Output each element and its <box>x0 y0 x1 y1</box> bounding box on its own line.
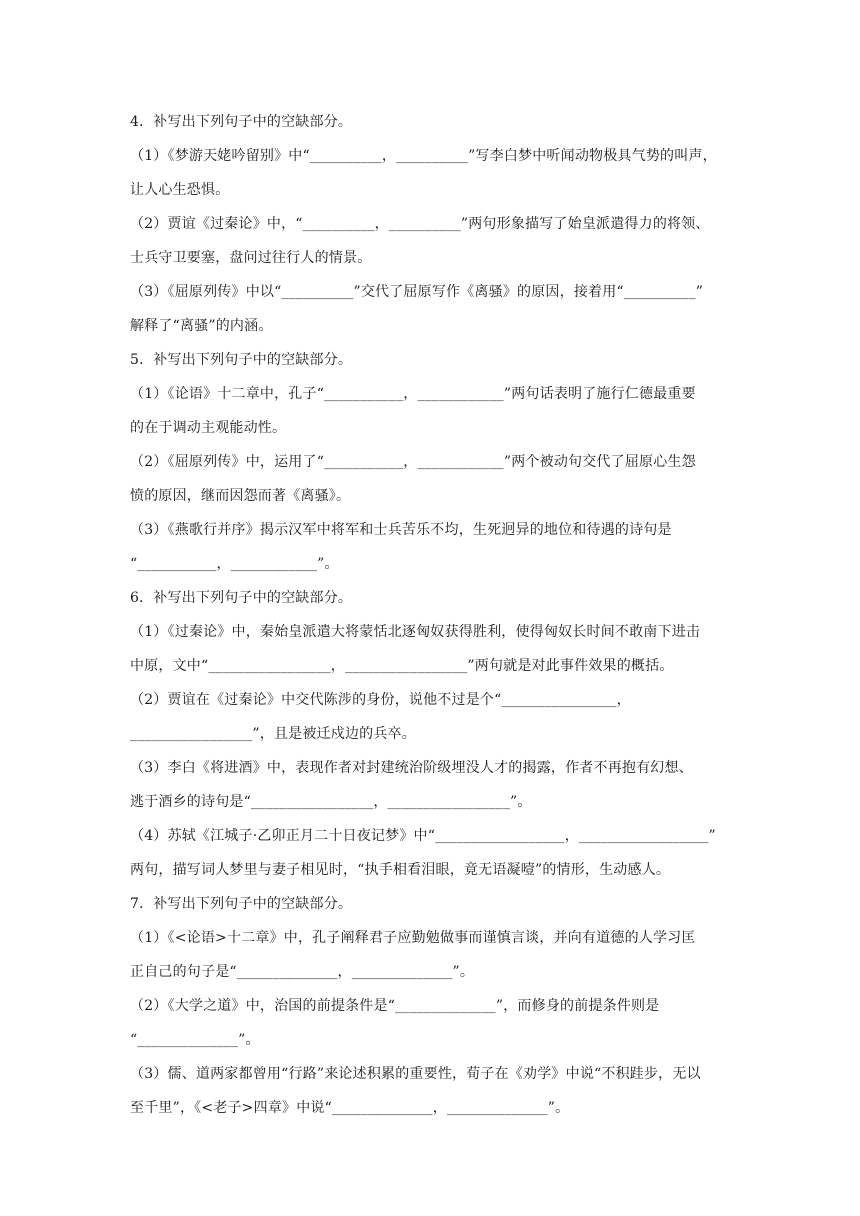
question-5-item-2-line-2: 愤的原因，继而因怨而著《离骚》。 <box>130 488 351 504</box>
question-4-item-2-line-1: （2）贾谊《过秦论》中，“__________，__________”两句形象描写了始皇派遣得力的将领、 <box>130 216 710 232</box>
question-7-item-3-line-2: 至千里”，《<老子>四章》中说“______________，______________”。 <box>130 1100 570 1116</box>
question-5-item-1-line-1: （1）《论语》十二章中，孔子“___________，____________”两句话表明了施行仁德最重要 <box>130 386 696 402</box>
question-6-heading: 6．补写出下列句子中的空缺部分。 <box>130 590 353 606</box>
question-6-item-4-line-1: （4）苏轼《江城子·乙卯正月二十日夜记梦》中“__________________，__________________” <box>130 828 716 844</box>
question-5-heading: 5．补写出下列句子中的空缺部分。 <box>130 352 353 368</box>
question-5-item-3-line-2: “___________，____________”。 <box>130 556 339 572</box>
question-5-item-3-line-1: （3）《燕歌行并序》揭示汉军中将军和士兵苦乐不均，生死迥异的地位和待遇的诗句是 <box>130 522 672 538</box>
question-4-item-2-line-2: 士兵守卫要塞，盘问过往行人的情景。 <box>130 250 372 266</box>
question-6-item-2-line-2: _________________”，且是被迁戍边的兵卒。 <box>130 726 416 742</box>
question-6-item-1-line-1: （1）《过秦论》中，秦始皇派遣大将蒙恬北逐匈奴获得胜利，使得匈奴长时间不敢南下进击 <box>130 624 701 640</box>
question-4-item-3-line-2: 解释了“离骚”的内涵。 <box>130 318 273 334</box>
question-6-item-3-line-1: （3）李白《将进酒》中，表现作者对封建统治阶级埋没人才的揭露，作者不再抱有幻想、 <box>130 760 693 776</box>
question-4-item-3-line-1: （3）《屈原列传》中以“__________”交代了屈原写作《离骚》的原因，接着用“__________” <box>130 284 704 300</box>
question-7-item-1-line-2: 正自己的句子是“______________，______________”。 <box>130 964 475 980</box>
question-6-item-3-line-2: 逃于酒乡的诗句是“_________________，_________________”。 <box>130 794 532 810</box>
question-5-item-2-line-1: （2）《屈原列传》中，运用了“___________，____________”两个被动句交代了屈原心生怨 <box>130 454 696 470</box>
question-7-item-2-line-2: “______________”。 <box>130 1032 260 1048</box>
question-6-item-2-line-1: （2）贾谊在《过秦论》中交代陈涉的身份，说他不过是个“________________， <box>130 692 631 708</box>
question-7-item-1-line-1: （1）《<论语>十二章》中，孔子阐释君子应勤勉做事而谨慎言谈，并向有道德的人学习匡 <box>130 930 696 946</box>
question-7-heading: 7．补写出下列句子中的空缺部分。 <box>130 896 353 912</box>
question-7-item-2-line-1: （2）《大学之道》中，治国的前提条件是“______________”，而修身的前提条件则是 <box>130 998 660 1014</box>
question-7-item-3-line-1: （3）儒、道两家都曾用“行路”来论述积累的重要性，荀子在《劝学》中说“不积跬步，无以 <box>130 1066 701 1082</box>
question-4-heading: 4．补写出下列句子中的空缺部分。 <box>130 114 353 130</box>
question-4-item-1-line-2: 让人心生恐惧。 <box>130 182 230 198</box>
question-6-item-1-line-2: 中原，文中“_________________，_________________”两句就是对此事件效果的概括。 <box>130 658 674 674</box>
question-4-item-1-line-1: （1）《梦游天姥吟留别》中“__________，__________”写李白梦中听闻动物极具气势的叫声， <box>130 148 717 164</box>
question-5-item-1-line-2: 的在于调动主观能动性。 <box>130 420 287 436</box>
question-6-item-4-line-2: 两句，描写词人梦里与妻子相见时，“执手相看泪眼，竟无语凝噎”的情形，生动感人。 <box>130 862 671 878</box>
